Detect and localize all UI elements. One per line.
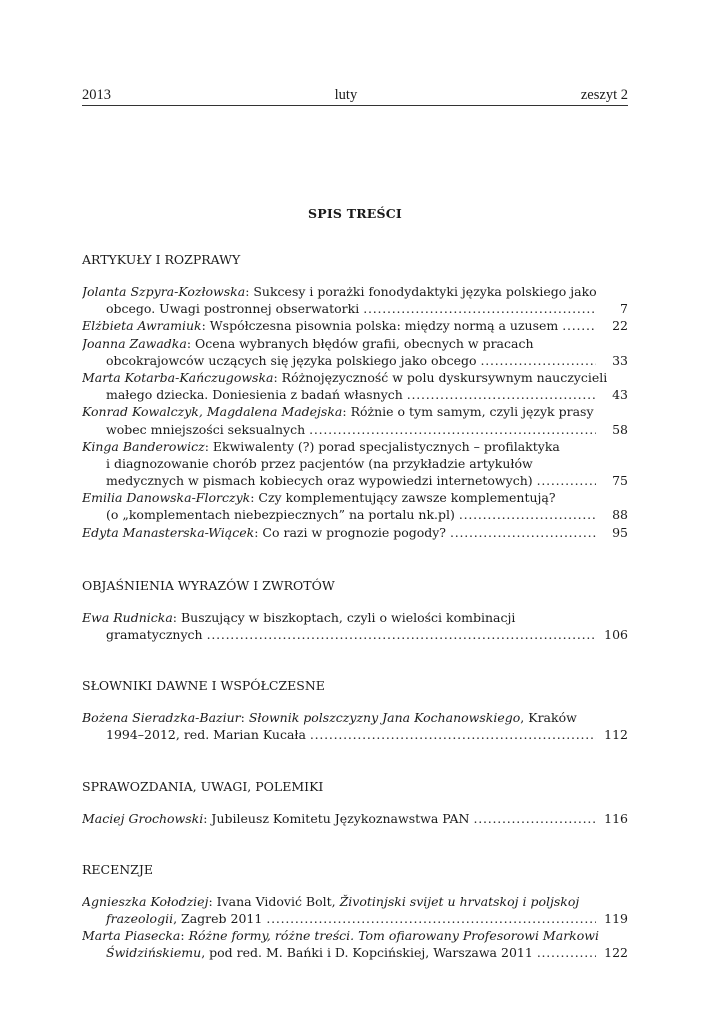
entry-line (82, 300, 628, 317)
toc-entry[interactable] (82, 317, 628, 334)
entry-text (82, 810, 470, 827)
entry-line (82, 609, 628, 626)
page-number: 95 (612, 524, 628, 540)
section-heading: RECENZJE (82, 861, 153, 877)
entry-text (106, 472, 533, 489)
entry-text (106, 456, 533, 471)
entry-line (82, 489, 628, 506)
page-number: 33 (612, 352, 628, 368)
dot-leader (537, 472, 596, 489)
header-year: 2013 (82, 87, 111, 103)
dot-leader (407, 386, 596, 403)
toc-entry[interactable] (82, 438, 628, 490)
entry-title-italic: Životinjski svijet u hrvatskoj i poljskoj (339, 893, 580, 909)
entry-title: : Różnie o tym samym, czyli język prasy (342, 404, 594, 420)
toc-entry[interactable] (82, 524, 628, 541)
entry-line (82, 352, 628, 369)
page-number: 7 (620, 301, 628, 317)
dot-leader (207, 626, 596, 643)
header-month: luty (334, 87, 358, 103)
entry-title: , pod red. M. Bańki i D. Kopcińskiej, Warszawa 2011 (201, 945, 533, 961)
header-issue: zeszyt 2 (580, 87, 628, 103)
entry-line (82, 927, 628, 944)
toc-entry[interactable] (82, 893, 628, 927)
entry-title: : (180, 928, 189, 944)
dot-leader (450, 524, 596, 541)
entry-text (106, 300, 359, 317)
entry-author: Elżbieta Awramiuk (82, 318, 202, 334)
dot-leader (474, 810, 597, 827)
entry-text (106, 910, 262, 927)
entry-author: Kinga Banderowicz (82, 438, 205, 454)
entry-text (106, 352, 477, 369)
toc-entry[interactable] (82, 369, 628, 403)
entry-text (106, 944, 533, 961)
page-number: 106 (604, 627, 628, 642)
dot-leader (562, 317, 596, 334)
dot-leader (309, 421, 596, 438)
entry-title: : Różnojęzyczność w polu dyskursywnym nauczycieli (273, 369, 608, 385)
toc-entry[interactable] (82, 810, 628, 827)
entry-text (106, 726, 306, 743)
toc-entry[interactable] (82, 335, 628, 369)
entry-line (82, 421, 628, 438)
entry-line (82, 910, 628, 927)
entry-title: : Ocena wybranych błędów grafii, obecnych w pracach (186, 335, 534, 351)
entry-line (82, 626, 628, 643)
entry-line (82, 472, 628, 489)
toc-entry[interactable] (82, 283, 628, 317)
entry-title: , Kraków (520, 710, 577, 726)
toc-section (82, 577, 628, 643)
toc-section (82, 677, 628, 743)
running-header (82, 86, 628, 106)
entry-line (82, 438, 628, 455)
toc-entry[interactable] (82, 489, 628, 523)
entry-line (82, 283, 628, 300)
page-number: 112 (604, 727, 628, 743)
entry-author: Agnieszka Kołodziej (82, 893, 209, 909)
entry-text (82, 336, 534, 351)
page-number: 88 (612, 507, 628, 523)
entry-line (82, 524, 628, 541)
entry-author: Marta Kotarba-Kańczugowska (82, 369, 274, 385)
entry-line (82, 403, 628, 420)
dot-leader (459, 506, 596, 523)
entry-title: obcokrajowców uczących się języka polskiego jako obcego (106, 352, 477, 368)
page-number: 116 (604, 810, 628, 826)
entry-text (106, 506, 455, 523)
entry-text (106, 626, 203, 643)
section-heading: OBJAŚNIENIA WYRAZÓW I ZWROTÓW (82, 577, 335, 593)
entry-line (82, 455, 628, 472)
entry-author: Ewa Rudnicka (82, 609, 173, 625)
toc-section (82, 251, 628, 541)
entry-text (82, 524, 446, 541)
entry-line (82, 893, 628, 910)
entry-author: Bożena Sieradzka-Baziur (82, 710, 241, 726)
entry-title: : Ekwiwalenty (?) porad specjalistycznych – profilaktyka (204, 438, 560, 454)
entry-line (82, 369, 628, 386)
entry-title: 1994–2012, red. Marian Kucała (106, 727, 306, 743)
entry-text (82, 404, 594, 419)
entry-line (82, 726, 628, 743)
toc-section (82, 778, 628, 827)
entry-author: Edyta Manasterska-Wiącek (82, 524, 255, 540)
entry-text (106, 421, 305, 438)
entry-title: gramatycznych (106, 627, 203, 642)
entry-line (82, 335, 628, 352)
toc-entry[interactable] (82, 927, 628, 961)
entry-title: : Ivana Vidović Bolt, (208, 893, 340, 909)
toc-entry[interactable] (82, 609, 628, 643)
entry-title: : Czy komplementujący zawsze komplementują? (250, 490, 556, 506)
toc-title: SPIS TREŚCI (308, 206, 402, 221)
entry-text (82, 370, 607, 385)
dot-leader (537, 944, 596, 961)
entry-text (82, 928, 599, 943)
entry-text (82, 610, 515, 625)
entry-text (82, 284, 597, 299)
page-number: 122 (604, 945, 628, 961)
entry-title-italic: frazeologii (106, 910, 174, 926)
entry-author: Konrad Kowalczyk, Magdalena Madejska (82, 404, 343, 420)
entry-title-italic: Słownik polszczyzny Jana Kochanowskiego (248, 710, 521, 726)
entry-title: : (240, 710, 249, 726)
dot-leader (266, 910, 596, 927)
entry-author: Jolanta Szpyra-Kozłowska (82, 284, 246, 299)
dot-leader (481, 352, 596, 369)
entry-title: małego dziecka. Doniesienia z badań własnych (106, 387, 403, 403)
entry-title: , Zagreb 2011 (173, 910, 263, 926)
entry-line (82, 944, 628, 961)
toc-entry[interactable] (82, 709, 628, 743)
entry-text (82, 317, 558, 334)
entry-title: (o „komplementach niebezpiecznych” na portalu nk.pl) (106, 507, 455, 523)
entry-title: : Sukcesy i porażki fonodydaktyki języka polskiego jako (245, 284, 597, 299)
entry-title: : Co razi w prognozie pogody? (254, 524, 447, 540)
entry-author: Emilia Danowska-Florczyk (82, 490, 251, 506)
entry-text (82, 894, 579, 909)
section-heading: ARTYKUŁY I ROZPRAWY (82, 252, 241, 267)
entry-line (82, 386, 628, 403)
page-number: 22 (612, 318, 628, 334)
entry-text (82, 490, 556, 505)
page-number: 75 (612, 473, 628, 489)
section-heading: SPRAWOZDANIA, UWAGI, POLEMIKI (82, 778, 324, 794)
entry-line (82, 317, 628, 334)
table-of-contents (82, 251, 628, 962)
entry-line (82, 709, 628, 726)
entry-text (82, 710, 577, 725)
entry-title: obcego. Uwagi postronnej obserwatorki (106, 301, 360, 317)
page-number: 58 (612, 421, 628, 437)
entry-title-italic: Świdzińskiemu (106, 945, 202, 961)
entry-title: : Współczesna pisownia polska: między normą a uzusem (201, 318, 559, 334)
entry-author: Maciej Grochowski (82, 810, 204, 826)
entry-author: Marta Piasecka (82, 928, 181, 944)
page-number: 43 (612, 387, 628, 403)
entry-title-italic: Różne formy, różne treści. Tom ofiarowany Profesorowi Markowi (188, 928, 599, 944)
entry-author: Joanna Zawadka (82, 335, 187, 351)
dot-leader (310, 726, 596, 743)
entry-line (82, 506, 628, 523)
entry-title: i diagnozowanie chorób przez pacjentów (na przykładzie artykułów (106, 455, 533, 471)
entry-text (82, 439, 560, 454)
toc-section (82, 861, 628, 962)
entry-title: : Buszujący w biszkoptach, czyli o wielości kombinacji (172, 609, 516, 625)
page-number: 119 (604, 910, 628, 926)
entry-title: wobec mniejszości seksualnych (106, 421, 306, 437)
entry-title: : Jubileusz Komitetu Językoznawstwa PAN (203, 810, 470, 826)
toc-entry[interactable] (82, 403, 628, 437)
dot-leader (363, 300, 596, 317)
section-heading: SŁOWNIKI DAWNE I WSPÓŁCZESNE (82, 678, 325, 694)
entry-line (82, 810, 628, 827)
entry-text (106, 386, 403, 403)
entry-title: medycznych w pismach kobiecych oraz wypowiedzi internetowych) (106, 473, 533, 489)
